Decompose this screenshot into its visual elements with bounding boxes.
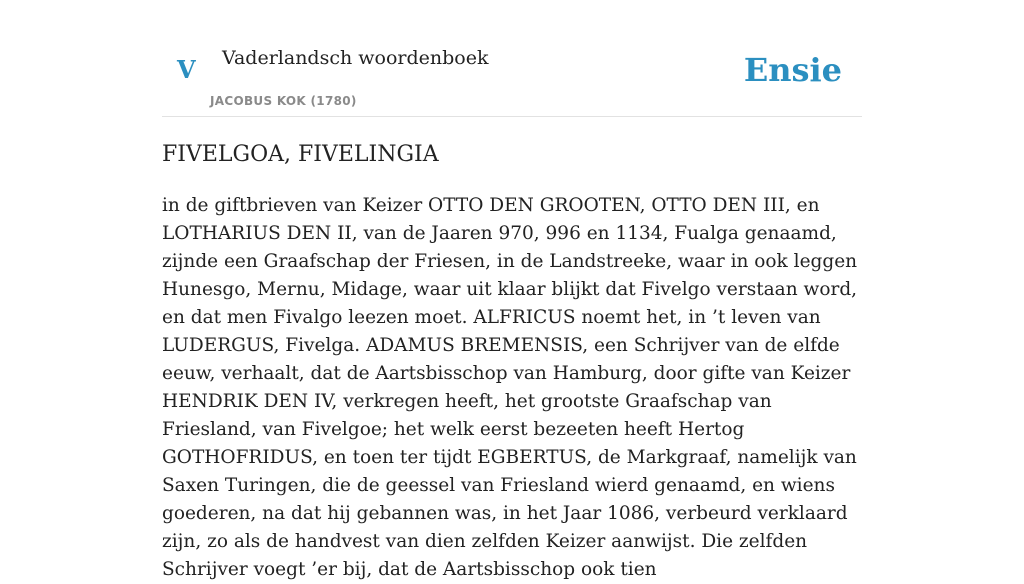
entry-title: FIVELGOA, FIVELINGIA [162, 142, 439, 167]
page [162, 0, 862, 580]
book-title[interactable]: Vaderlandsch woordenboek [222, 47, 489, 69]
section-letter[interactable]: V [177, 55, 196, 84]
ensie-logo[interactable]: Ensie [743, 51, 842, 89]
entry-body: in de giftbrieven van Keizer OTTO DEN GROOTEN, OTTO DEN III, en LOTHARIUS DEN II, van de Jaaren 970, 996 en 1134, Fualga genaamd, zijnde een Graafschap der Friesen, in de Landstreeke, waar in ook leggen Hunesgo, Mernu, Midage, waar uit klaar blijkt dat Fivelgo verstaan word, en dat men Fivalgo leezen moet. ALFRICUS noemt het, in ’t leven van LUDERGUS, Fivelga. ADAMUS BREMENSIS, een Schrijver van de elfde eeuw, verhaalt, dat de Aartsbisschop van Hamburg, door gifte van Keizer HENDRIK DEN IV, verkregen heeft, het grootste Graafschap van Friesland, van Fivelgoe; het welk eerst bezeeten heeft Hertog GOTHOFRIDUS, en toen ter tijdt EGBERTUS, de Markgraaf, namelijk van Saxen Turingen, die de geessel van Friesland wierd genaamd, en wiens goederen, na dat hij gebannen was, in het Jaar 1086, verbeurd verklaard zijn, zo als de handvest van dien zelfden Keizer aanwijst. Die zelfden Schrijver voegt ’er bij, dat de Aartsbisschop ook tien [162, 195, 858, 580]
book-author: JACOBUS KOK (1780) [210, 94, 357, 108]
header [162, 0, 862, 117]
